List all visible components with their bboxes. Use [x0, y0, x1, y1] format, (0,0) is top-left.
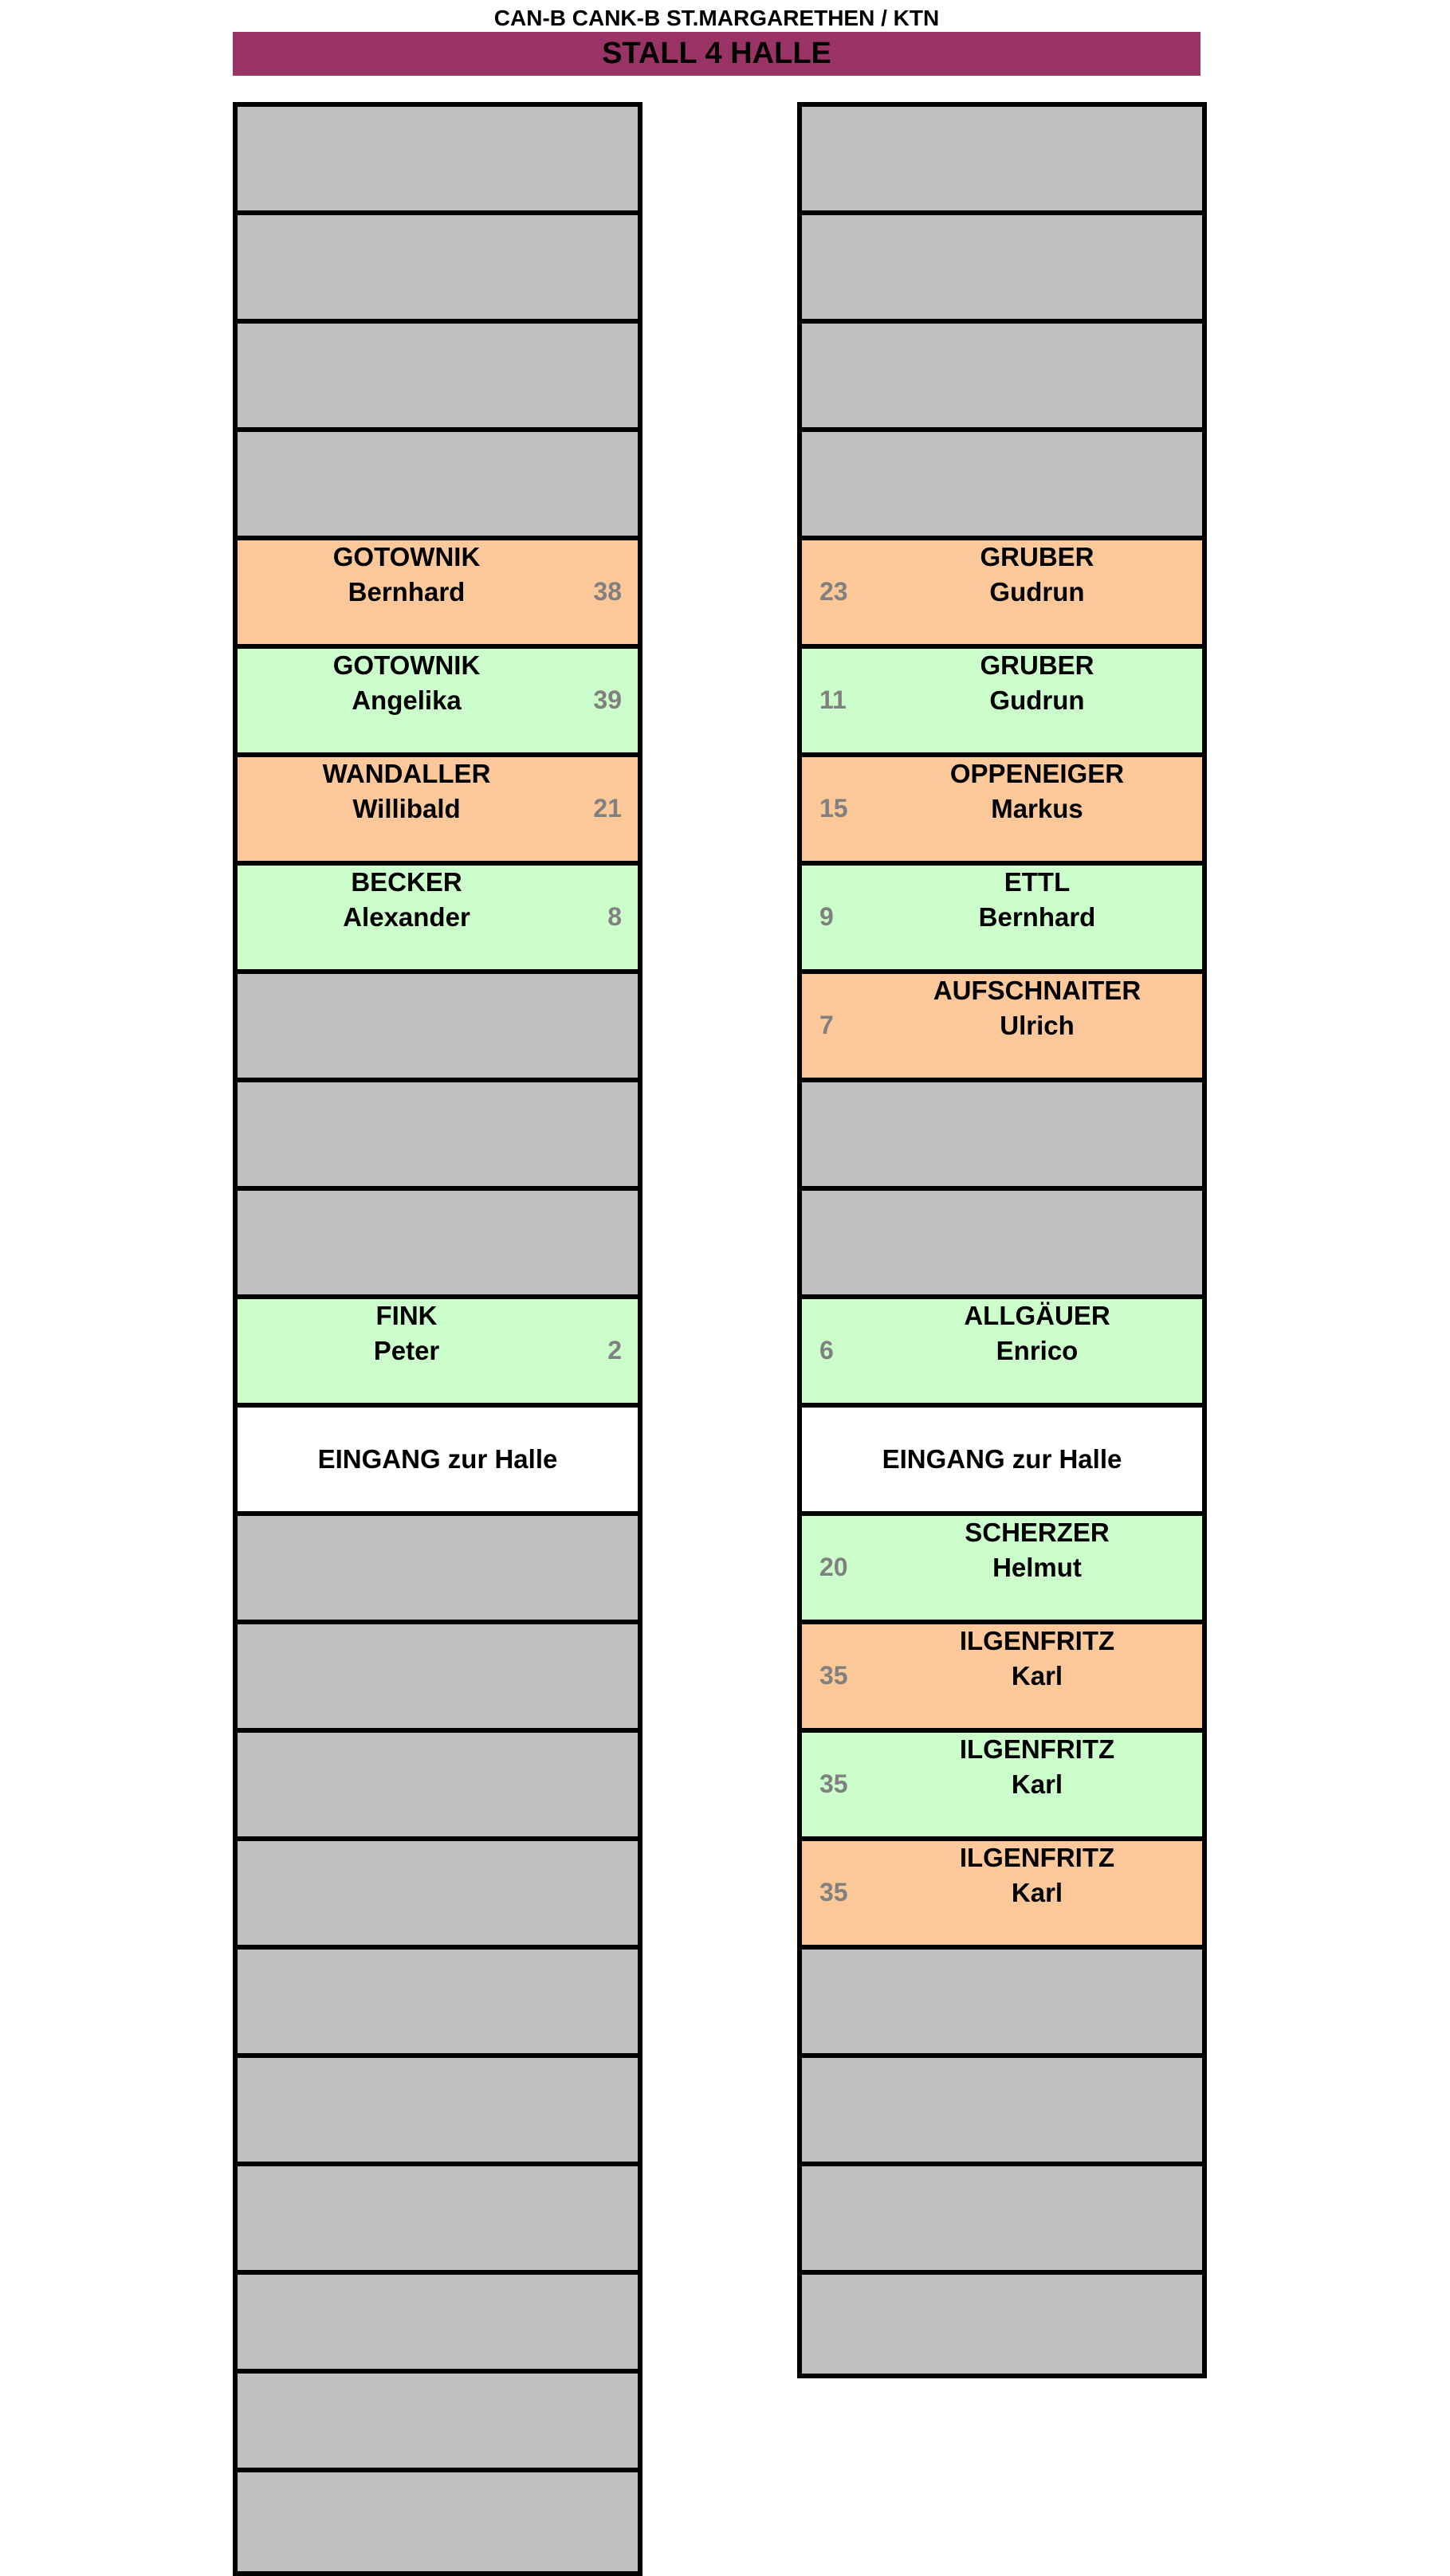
rider-surname: GOTOWNIK: [332, 542, 481, 571]
empty-box: [238, 2166, 638, 2275]
horse-box: [238, 866, 638, 974]
horse-number: 23: [819, 577, 848, 606]
horse-number: 8: [607, 902, 622, 931]
empty-box: [238, 2058, 638, 2166]
entrance-box: [802, 1408, 1202, 1516]
empty-box: [238, 1733, 638, 1841]
empty-box: [238, 1950, 638, 2058]
rider-surname: BECKER: [351, 867, 462, 897]
empty-box: [238, 432, 638, 540]
rider-surname: ILGENFRITZ: [959, 1734, 1115, 1764]
empty-box: [802, 2058, 1202, 2166]
rider-firstname: Alexander: [343, 902, 470, 932]
empty-box: [802, 2166, 1202, 2275]
horse-box: [238, 757, 638, 866]
rider-firstname: Bernhard: [978, 902, 1096, 932]
horse-number: 35: [819, 1661, 848, 1690]
horse-box: [802, 1299, 1202, 1408]
rider-firstname: Willibald: [352, 794, 461, 823]
horse-box: [238, 649, 638, 757]
rider-surname: SCHERZER: [965, 1518, 1110, 1547]
horse-number: 21: [593, 794, 622, 823]
empty-box: [238, 1841, 638, 1950]
left-box-column: [233, 102, 642, 2576]
horse-box: [802, 1841, 1202, 1950]
empty-box: [238, 2472, 638, 2571]
rider-surname: ILGENFRITZ: [959, 1626, 1115, 1655]
empty-box: [802, 1950, 1202, 2058]
empty-box: [802, 215, 1202, 324]
empty-box: [802, 1082, 1202, 1191]
rider-surname: GOTOWNIK: [332, 650, 481, 680]
empty-box: [802, 2275, 1202, 2374]
empty-box: [802, 324, 1202, 432]
horse-number: 38: [593, 577, 622, 606]
rider-firstname: Gudrun: [989, 577, 1085, 607]
rider-firstname: Karl: [1011, 1661, 1063, 1690]
rider-firstname: Gudrun: [989, 685, 1085, 715]
rider-surname: ALLGÄUER: [964, 1301, 1110, 1330]
rider-firstname: Karl: [1011, 1769, 1063, 1799]
horse-number: 2: [607, 1336, 622, 1365]
empty-box: [238, 1191, 638, 1299]
empty-box: [238, 2374, 638, 2472]
horse-box: [802, 540, 1202, 649]
empty-box: [238, 1624, 638, 1733]
horse-box: [802, 757, 1202, 866]
horse-box: [802, 1733, 1202, 1841]
rider-surname: GRUBER: [980, 542, 1094, 571]
rider-firstname: Peter: [373, 1336, 440, 1365]
horse-number: 15: [819, 794, 848, 823]
entrance-box: [238, 1408, 638, 1516]
horse-number: 11: [819, 685, 847, 714]
rider-surname: AUFSCHNAITER: [933, 976, 1142, 1005]
empty-box: [238, 1516, 638, 1624]
empty-box: [238, 107, 638, 215]
horse-number: 35: [819, 1769, 848, 1798]
stable-title-bar: STALL 4 HALLE: [233, 32, 1200, 76]
entrance-label: EINGANG zur Halle: [882, 1444, 1122, 1474]
rider-firstname: Helmut: [992, 1553, 1082, 1582]
horse-number: 9: [819, 902, 834, 931]
right-box-column: [797, 102, 1207, 2378]
empty-box: [238, 215, 638, 324]
entrance-label: EINGANG zur Halle: [317, 1444, 558, 1474]
horse-number: 20: [819, 1553, 848, 1581]
horse-box: [802, 866, 1202, 974]
rider-firstname: Markus: [991, 794, 1083, 823]
empty-box: [238, 324, 638, 432]
rider-surname: WANDALLER: [322, 759, 491, 788]
rider-surname: ETTL: [1004, 867, 1071, 897]
horse-number: 39: [593, 685, 622, 714]
horse-box: [802, 1516, 1202, 1624]
empty-box: [238, 974, 638, 1082]
horse-box: [802, 974, 1202, 1082]
horse-number: 7: [819, 1011, 834, 1039]
rider-firstname: Bernhard: [348, 577, 466, 607]
rider-firstname: Enrico: [996, 1336, 1079, 1365]
empty-box: [802, 1191, 1202, 1299]
empty-box: [238, 2275, 638, 2374]
horse-number: 35: [819, 1878, 848, 1906]
empty-box: [802, 432, 1202, 540]
rider-surname: GRUBER: [980, 650, 1094, 680]
rider-surname: ILGENFRITZ: [959, 1843, 1115, 1872]
event-title: CAN-B CANK-B ST.MARGARETHEN / KTN: [493, 6, 940, 30]
horse-number: 6: [819, 1336, 834, 1365]
rider-surname: OPPENEIGER: [949, 759, 1125, 788]
rider-firstname: Angelika: [352, 685, 462, 715]
horse-box: [238, 540, 638, 649]
horse-box: [802, 649, 1202, 757]
rider-surname: FINK: [375, 1301, 438, 1330]
horse-box: [238, 1299, 638, 1408]
empty-box: [238, 1082, 638, 1191]
rider-firstname: Karl: [1011, 1878, 1063, 1907]
empty-box: [802, 107, 1202, 215]
rider-firstname: Ulrich: [1000, 1011, 1075, 1040]
horse-box: [802, 1624, 1202, 1733]
